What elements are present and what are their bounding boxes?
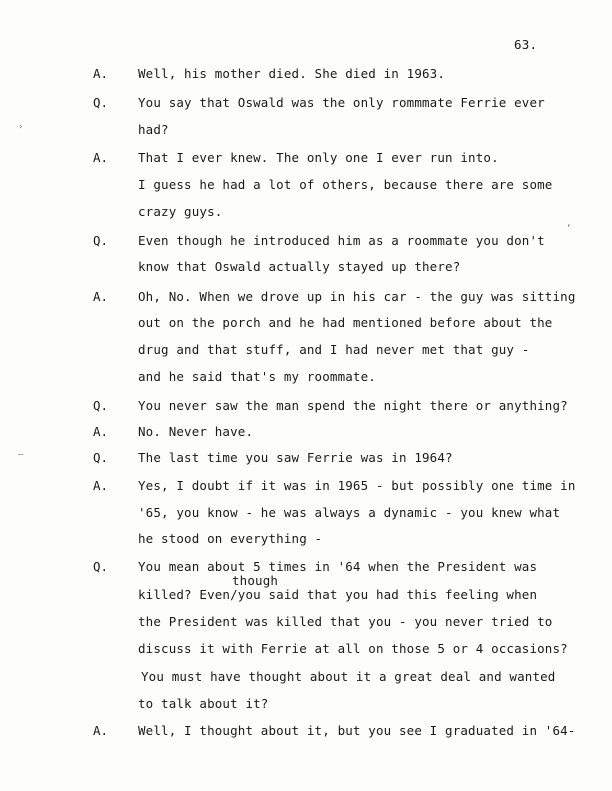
transcript-line: Well, I thought about it, but you see I graduated in '64- bbox=[138, 723, 576, 738]
speaker-label: A. bbox=[93, 150, 109, 165]
transcript-line: killed? Even/you said that you had this feeling when bbox=[138, 587, 538, 602]
margin-mark: ‘ bbox=[566, 224, 572, 234]
transcript-line: That I ever knew. The only one I ever run into. bbox=[138, 150, 499, 165]
transcript-line: Well, his mother died. She died in 1963. bbox=[138, 66, 446, 81]
speaker-label: A. bbox=[93, 478, 109, 493]
transcript-line: You say that Oswald was the only rommmate Ferrie ever bbox=[138, 95, 545, 110]
speaker-label: Q. bbox=[93, 233, 109, 248]
transcript-line: You must have thought about it a great deal and wanted bbox=[141, 669, 556, 684]
interlineation: though bbox=[232, 573, 279, 588]
transcript-line: the President was killed that you - you never tried to bbox=[138, 614, 553, 629]
transcript-line: crazy guys. bbox=[138, 204, 223, 219]
transcript-line: I guess he had a lot of others, because there are some bbox=[138, 177, 553, 192]
speaker-label: Q. bbox=[93, 95, 109, 110]
speaker-label: A. bbox=[93, 66, 109, 81]
transcript-line: Even though he introduced him as a roommate you don't bbox=[138, 233, 545, 248]
transcript-line: '65, you know - he was always a dynamic - you knew what bbox=[138, 505, 561, 520]
speaker-label: Q. bbox=[93, 398, 109, 413]
transcript-line: Oh, No. When we drove up in his car - the guy was sitting bbox=[138, 289, 576, 304]
transcript-line: No. Never have. bbox=[138, 424, 254, 439]
transcript-line: discuss it with Ferrie at all on those 5 or 4 occasions? bbox=[138, 641, 568, 656]
transcript-line: You mean about 5 times in '64 when the President was bbox=[138, 559, 538, 574]
transcript-line: drug and that stuff, and I had never met that guy - bbox=[138, 342, 530, 357]
speaker-label: A. bbox=[93, 289, 109, 304]
speaker-label: Q. bbox=[93, 450, 109, 465]
speaker-label: A. bbox=[93, 424, 109, 439]
transcript-line: to talk about it? bbox=[138, 696, 269, 711]
transcript-line: had? bbox=[138, 122, 169, 137]
margin-mark: › bbox=[18, 122, 24, 132]
transcript-line: The last time you saw Ferrie was in 1964? bbox=[138, 450, 453, 465]
speaker-label: Q. bbox=[93, 559, 109, 574]
transcript-line: You never saw the man spend the night there or anything? bbox=[138, 398, 568, 413]
transcript-line: Yes, I doubt if it was in 1965 - but possibly one time in bbox=[138, 478, 576, 493]
transcript-line: know that Oswald actually stayed up there? bbox=[138, 259, 461, 274]
transcript-line: out on the porch and he had mentioned before about the bbox=[138, 315, 553, 330]
page-number: 63. bbox=[514, 37, 538, 52]
transcript-line: he stood on everything - bbox=[138, 531, 323, 546]
margin-mark: – bbox=[18, 450, 24, 460]
speaker-label: A. bbox=[93, 723, 109, 738]
transcript-line: and he said that's my roommate. bbox=[138, 369, 376, 384]
